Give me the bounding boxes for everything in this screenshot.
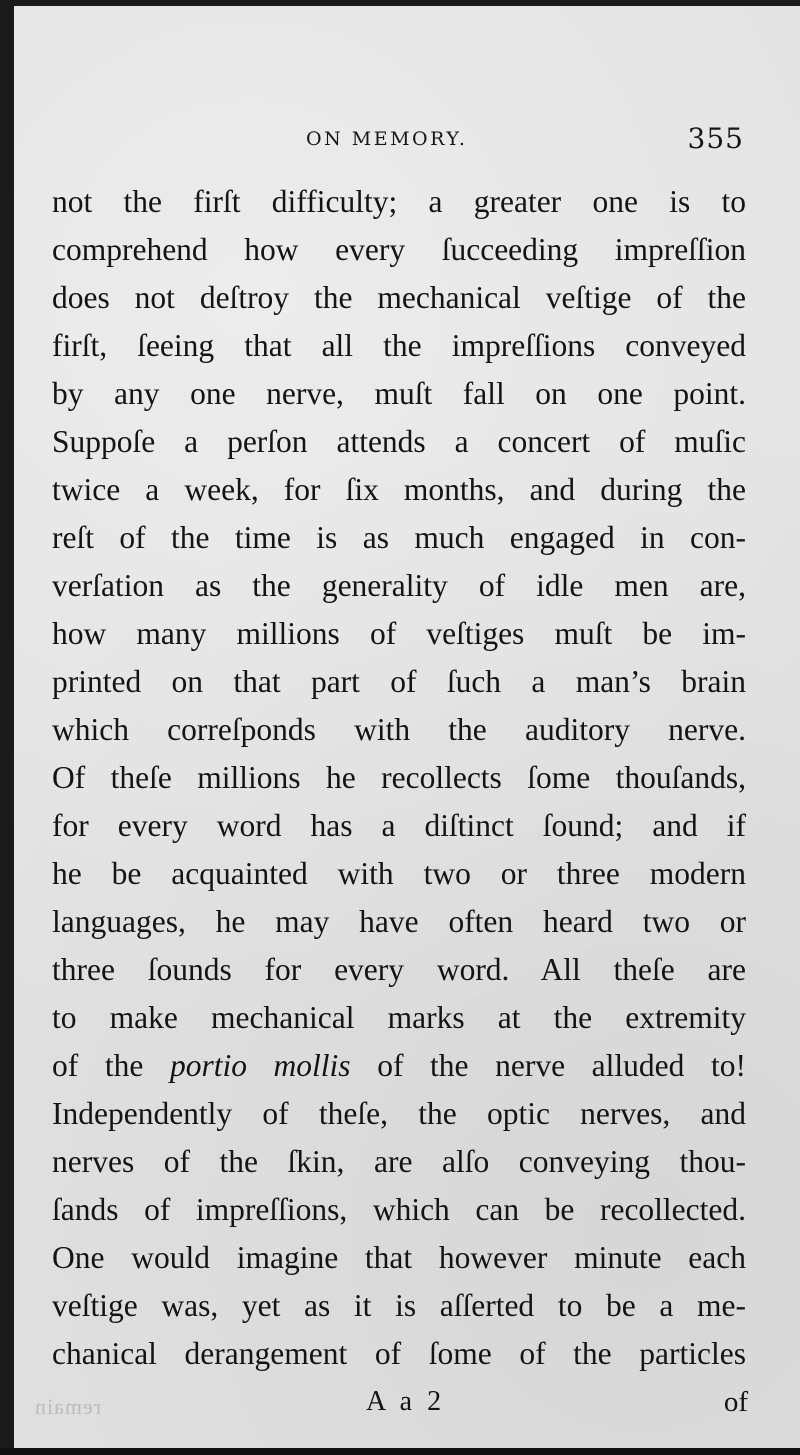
text-line: Of theſe millions he recollects ſome thouſands, — [52, 760, 746, 795]
text-line: to make mechanical marks at the extremity — [52, 1000, 746, 1035]
text-line: veſtige was, yet as it is aſſerted to be a me- — [52, 1288, 746, 1323]
text-line: firſt, ſeeing that all the impreſſions conveyed — [52, 328, 746, 363]
text-line: for every word has a diſtinct ſound; and if — [52, 808, 746, 843]
text-line: he be acquainted with two or three modern — [52, 856, 746, 891]
text-line: does not deſtroy the mechanical veſtige of the — [52, 280, 746, 315]
italic-term: portio mollis — [169, 1048, 351, 1083]
text-line: languages, he may have often heard two or — [52, 904, 746, 939]
catchword: of — [723, 1386, 748, 1418]
text-line: how many millions of veſtiges muſt be im- — [52, 616, 746, 651]
bleed-through-text: remain — [34, 1394, 102, 1419]
text-line-italic-phrase — [52, 1042, 746, 1090]
text-line: three ſounds for every word. All theſe are — [52, 952, 746, 987]
text-line: Independently of theſe, the optic nerves, and — [52, 1096, 746, 1131]
text-line: Suppoſe a perſon attends a concert of muſic — [52, 424, 746, 459]
line-part: of the — [52, 1048, 144, 1083]
text-line: chanical derangement of ſome of the particles — [52, 1336, 746, 1371]
text-line: reſt of the time is as much engaged in con- — [52, 520, 746, 555]
page-footer — [14, 1386, 800, 1426]
text-line: by any one nerve, muſt fall on one point. — [52, 376, 746, 411]
text-line: ſands of impreſſions, which can be recollected. — [52, 1192, 746, 1227]
text-line: verſation as the generality of idle men are, — [52, 568, 746, 603]
page-number: 355 — [687, 122, 744, 155]
running-title: ON MEMORY. — [306, 128, 468, 150]
book-page — [14, 6, 800, 1449]
text-line: not the firſt difficulty; a greater one is to — [52, 184, 746, 219]
text-line: comprehend how every ſucceeding impreſſion — [52, 232, 746, 267]
line-part: of the nerve alluded to! — [377, 1048, 746, 1083]
running-head — [14, 122, 800, 166]
text-line: nerves of the ſkin, are alſo conveying thou- — [52, 1144, 746, 1179]
signature-mark: A a 2 — [366, 1386, 446, 1417]
scan-edge — [0, 1448, 800, 1455]
text-line: twice a week, for ſix months, and during the — [52, 472, 746, 507]
body-text — [52, 178, 746, 1378]
text-line: One would imagine that however minute each — [52, 1240, 746, 1275]
text-line: which correſponds with the auditory nerve. — [52, 712, 746, 747]
text-line: printed on that part of ſuch a man’s brain — [52, 664, 746, 699]
